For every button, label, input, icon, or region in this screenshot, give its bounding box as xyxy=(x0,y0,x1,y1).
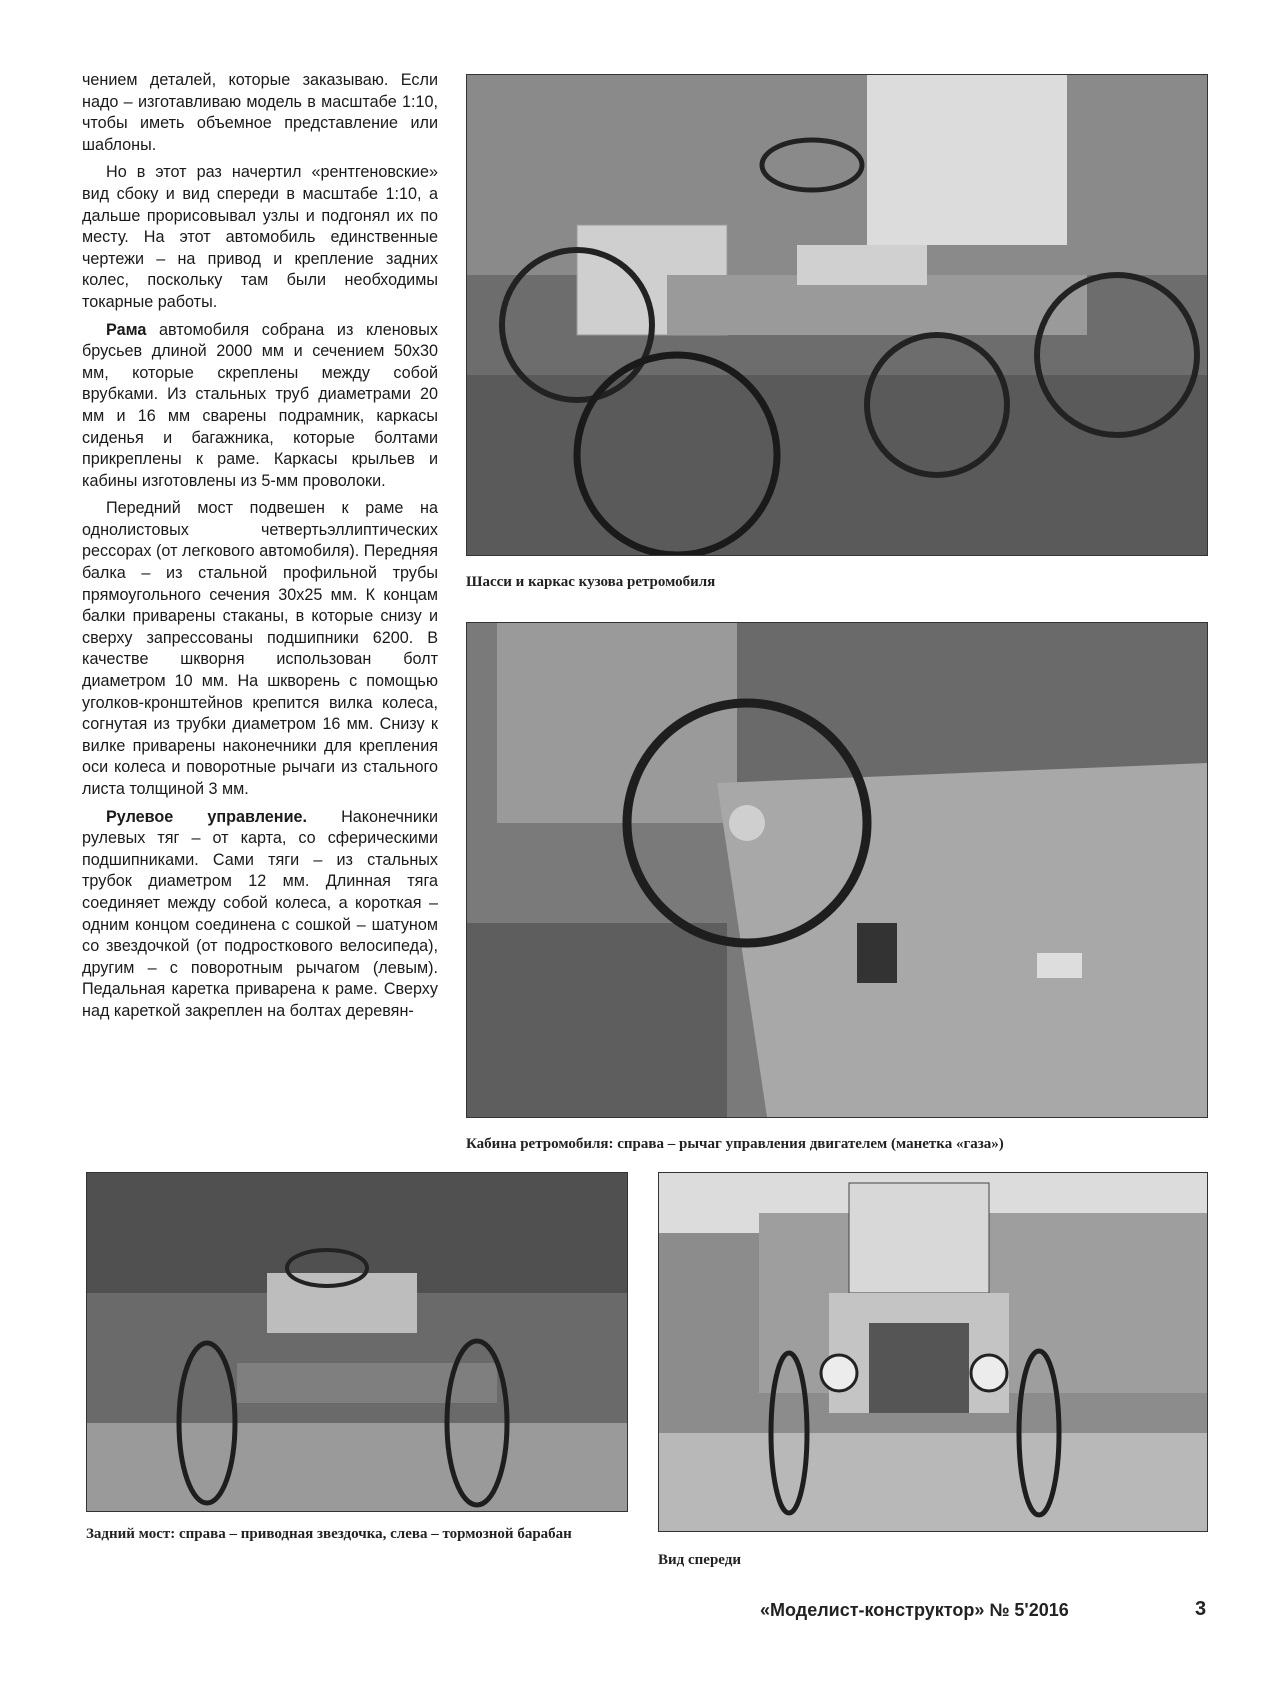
rear-axle-photo xyxy=(86,1172,628,1512)
rear-axle-caption: Задний мост: справа – приводная звездочка, слева – тормозной барабан xyxy=(86,1526,572,1542)
front-view-photo-image xyxy=(659,1173,1207,1531)
magazine-footer: «Моделист-конструктор» № 5'2016 xyxy=(760,1600,1069,1620)
paragraph-4: Передний мост подвешен к раме на однолистовых четвертьэллиптических рессорах (от легкового автомобиля). Передняя балка – из стальной профильной трубы прямоугольного сечения 30х25 мм. К концам балки приварены стаканы, в которые снизу и сверху запрессованы подшипники 6200. В качестве шкворня использован болт диаметром 10 мм. На шкворень с помощью уголков-кронштейнов крепится вилка колеса, согнутая из трубки диаметром 16 мм. Снизу к вилке приварены наконечники для крепления оси колеса и поворотные рычаги из стального листа толщиной 3 мм. xyxy=(82,499,438,798)
cabin-caption: Кабина ретромобиля: справа – рычаг управления двигателем (манетка «газа») xyxy=(466,1136,1004,1152)
paragraph-5-lead: Рулевое управление. xyxy=(106,807,308,826)
page-number: 3 xyxy=(1195,1598,1207,1620)
paragraph-5-body: Наконечники рулевых тяг – от карта, со сферическими подшипниками. Сами тяги – из стальных трубок диаметром 12 мм. Длинная тяга соединяет между собой колеса, а короткая – одним концом соединена с сошкой – шатуном со звездочкой (от подросткового велосипеда), другим – с поворотным рычагом (левым). Педальная каретка приварена к раме. Сверху над кареткой закреплен на болтах деревян- xyxy=(82,807,438,1020)
paragraph-3-body: автомобиля собрана из кленовых брусьев длиной 2000 мм и сечением 50х30 мм, которые скреплены между собой врубками. Из стальных труб диаметрами 20 мм и 16 мм сварены подрамник, каркасы сиденья и багажника, которые болтами прикреплены к раме. Каркасы крыльев и кабины изготовлены из 5-мм проволоки. xyxy=(82,320,438,490)
chassis-photo xyxy=(466,74,1208,556)
paragraph-3-lead: Рама xyxy=(106,320,147,339)
paragraph-1: чением деталей, которые заказываю. Если надо – изготавливаю модель в масштабе 1:10, чтобы иметь объемное представление или шаблоны. xyxy=(82,71,438,154)
article-text-column xyxy=(82,70,438,1029)
chassis-caption: Шасси и каркас кузова ретромобиля xyxy=(466,574,716,590)
front-view-photo xyxy=(658,1172,1208,1532)
paragraph-2: Но в этот раз начертил «рентгеновские» вид сбоку и вид спереди в масштабе 1:10, а дальше прорисовывал узлы и подгонял их по месту. На этот автомобиль единственные чертежи – на привод и крепление задних колес, поскольку там были необходимы токарные работы. xyxy=(82,163,438,311)
cabin-photo xyxy=(466,622,1208,1118)
front-view-caption: Вид спереди xyxy=(658,1552,741,1568)
cabin-photo-image xyxy=(467,623,1207,1117)
paragraph-5 xyxy=(82,807,438,1023)
chassis-photo-image xyxy=(467,75,1207,555)
paragraph-3 xyxy=(82,320,438,493)
rear-axle-photo-image xyxy=(87,1173,627,1511)
